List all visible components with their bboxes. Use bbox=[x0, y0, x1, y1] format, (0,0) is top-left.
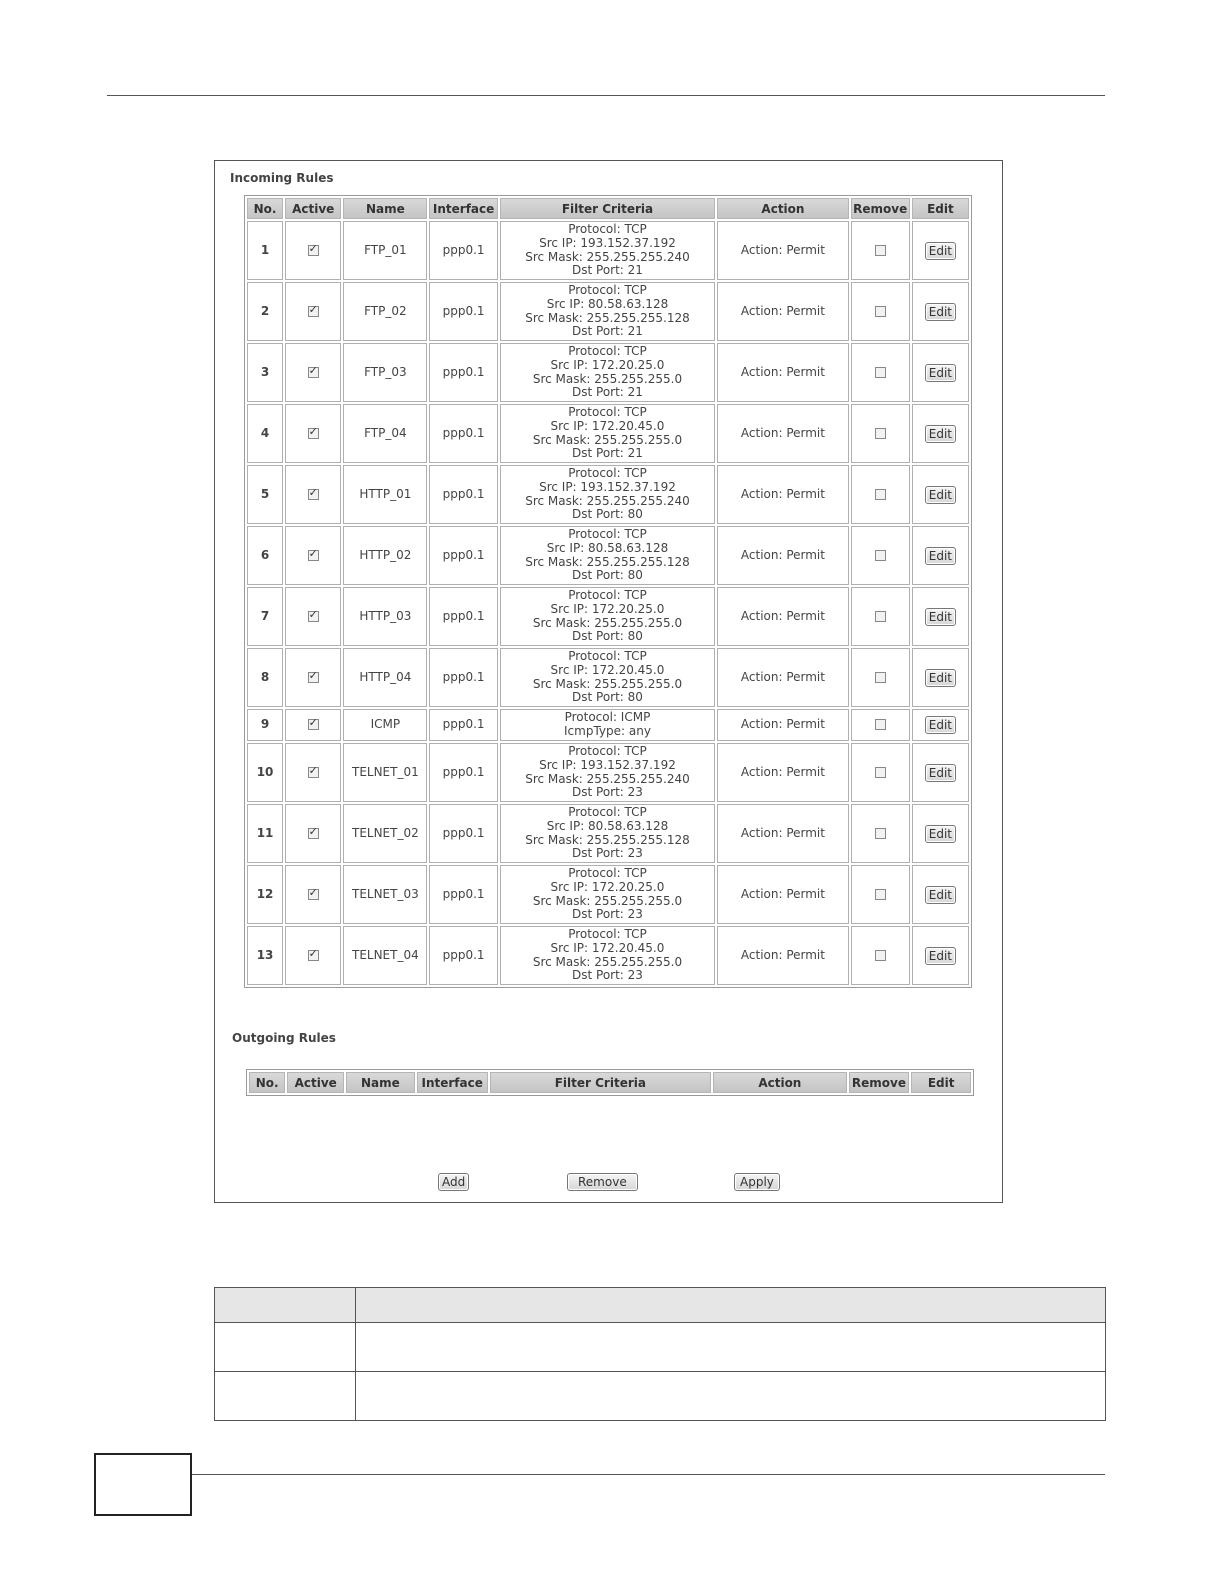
edit-cell bbox=[912, 743, 969, 802]
filter-criteria-cell bbox=[500, 865, 716, 924]
active-cell bbox=[285, 865, 341, 924]
rule-action: Action: Permit bbox=[717, 865, 848, 924]
remove-cell bbox=[851, 926, 910, 985]
col-remove: Remove bbox=[849, 1072, 910, 1093]
table-row bbox=[247, 648, 969, 707]
rule-action: Action: Permit bbox=[717, 404, 848, 463]
criteria-line: Dst Port: 23 bbox=[572, 785, 643, 800]
rule-name: FTP_04 bbox=[343, 404, 427, 463]
col-action: Action bbox=[713, 1072, 847, 1093]
col-name: Name bbox=[346, 1072, 415, 1093]
active-checkbox[interactable] bbox=[308, 245, 319, 256]
rule-number: 4 bbox=[247, 404, 283, 463]
filter-criteria-cell bbox=[500, 743, 716, 802]
active-checkbox[interactable] bbox=[308, 489, 319, 500]
criteria-line: Src Mask: 255.255.255.0 bbox=[532, 371, 683, 386]
rule-interface: ppp0.1 bbox=[429, 404, 497, 463]
col-edit: Edit bbox=[912, 198, 969, 219]
criteria-line: Src Mask: 255.255.255.240 bbox=[525, 771, 690, 786]
col-remove: Remove bbox=[851, 198, 910, 219]
criteria-line: Protocol: TCP bbox=[568, 283, 647, 298]
rule-name: HTTP_02 bbox=[343, 526, 427, 585]
criteria-line: Dst Port: 21 bbox=[572, 263, 643, 278]
incoming-rules-title: Incoming Rules bbox=[230, 171, 334, 185]
remove-cell bbox=[851, 526, 910, 585]
col-edit: Edit bbox=[911, 1072, 971, 1093]
table-row bbox=[247, 221, 969, 280]
edit-button[interactable]: Edit bbox=[925, 669, 956, 687]
rule-interface: ppp0.1 bbox=[429, 865, 497, 924]
rule-interface: ppp0.1 bbox=[429, 282, 497, 341]
rule-name: FTP_01 bbox=[343, 221, 427, 280]
rule-interface: ppp0.1 bbox=[429, 221, 497, 280]
table-row bbox=[247, 404, 969, 463]
rule-action: Action: Permit bbox=[717, 709, 848, 741]
rule-action: Action: Permit bbox=[717, 743, 848, 802]
filter-criteria-cell bbox=[500, 221, 716, 280]
active-cell bbox=[285, 221, 341, 280]
active-checkbox[interactable] bbox=[308, 950, 319, 961]
col-name: Name bbox=[343, 198, 427, 219]
col-no: No. bbox=[249, 1072, 285, 1093]
active-cell bbox=[285, 926, 341, 985]
outgoing-rules-title: Outgoing Rules bbox=[232, 1031, 336, 1045]
rule-interface: ppp0.1 bbox=[429, 526, 497, 585]
remove-checkbox[interactable] bbox=[875, 889, 886, 900]
criteria-line: Dst Port: 23 bbox=[572, 846, 643, 861]
description-label-cell bbox=[215, 1372, 356, 1421]
criteria-line: Src IP: 193.152.37.192 bbox=[539, 757, 676, 772]
active-cell bbox=[285, 804, 341, 863]
edit-cell bbox=[912, 587, 969, 646]
rule-name: TELNET_02 bbox=[343, 804, 427, 863]
remove-button[interactable]: Remove bbox=[567, 1173, 638, 1191]
rule-number: 1 bbox=[247, 221, 283, 280]
criteria-line: IcmpType: any bbox=[564, 724, 651, 738]
active-cell bbox=[285, 743, 341, 802]
description-label-cell bbox=[215, 1323, 356, 1372]
criteria-line: Src IP: 172.20.45.0 bbox=[550, 418, 665, 433]
edit-cell bbox=[912, 648, 969, 707]
active-checkbox[interactable] bbox=[308, 767, 319, 778]
rule-action: Action: Permit bbox=[717, 804, 848, 863]
remove-checkbox[interactable] bbox=[875, 245, 886, 256]
active-checkbox[interactable] bbox=[308, 672, 319, 683]
rule-name: FTP_03 bbox=[343, 343, 427, 402]
criteria-line: Src IP: 172.20.25.0 bbox=[550, 601, 665, 616]
criteria-line: Dst Port: 80 bbox=[572, 629, 643, 644]
rule-number: 10 bbox=[247, 743, 283, 802]
criteria-line: Src IP: 80.58.63.128 bbox=[546, 540, 669, 555]
edit-button[interactable]: Edit bbox=[925, 547, 956, 565]
criteria-line: Dst Port: 23 bbox=[572, 968, 643, 983]
criteria-line: Dst Port: 80 bbox=[572, 507, 643, 522]
edit-button[interactable]: Edit bbox=[925, 242, 956, 260]
description-text-cell bbox=[356, 1372, 1106, 1421]
rule-interface: ppp0.1 bbox=[429, 926, 497, 985]
remove-checkbox[interactable] bbox=[875, 767, 886, 778]
remove-checkbox[interactable] bbox=[875, 719, 886, 730]
apply-button[interactable]: Apply bbox=[734, 1173, 780, 1191]
edit-cell bbox=[912, 282, 969, 341]
criteria-line: Protocol: TCP bbox=[568, 927, 647, 942]
active-checkbox[interactable] bbox=[308, 550, 319, 561]
criteria-line: Protocol: TCP bbox=[568, 466, 647, 481]
rule-name: ICMP bbox=[343, 709, 427, 741]
criteria-line: Protocol: TCP bbox=[568, 866, 647, 881]
remove-cell bbox=[851, 587, 910, 646]
active-checkbox[interactable] bbox=[308, 719, 319, 730]
filter-criteria-cell bbox=[500, 465, 716, 524]
criteria-line: Protocol: TCP bbox=[568, 649, 647, 664]
rule-action: Action: Permit bbox=[717, 648, 848, 707]
remove-cell bbox=[851, 343, 910, 402]
table-row bbox=[247, 343, 969, 402]
rule-action: Action: Permit bbox=[717, 587, 848, 646]
edit-button[interactable]: Edit bbox=[925, 947, 956, 965]
edit-button[interactable]: Edit bbox=[925, 303, 956, 321]
criteria-line: Src Mask: 255.255.255.0 bbox=[532, 676, 683, 691]
active-cell bbox=[285, 465, 341, 524]
table-row bbox=[247, 282, 969, 341]
rule-number: 11 bbox=[247, 804, 283, 863]
rule-number: 13 bbox=[247, 926, 283, 985]
outgoing-header-row bbox=[249, 1072, 971, 1093]
rule-action: Action: Permit bbox=[717, 465, 848, 524]
edit-cell bbox=[912, 526, 969, 585]
rule-action: Action: Permit bbox=[717, 282, 848, 341]
filter-criteria-cell bbox=[500, 343, 716, 402]
table-row bbox=[247, 709, 969, 741]
table-row bbox=[247, 743, 969, 802]
page-number-box bbox=[94, 1453, 192, 1516]
remove-checkbox[interactable] bbox=[875, 489, 886, 500]
criteria-line: Src Mask: 255.255.255.0 bbox=[532, 615, 683, 630]
edit-cell bbox=[912, 865, 969, 924]
active-cell bbox=[285, 709, 341, 741]
rule-interface: ppp0.1 bbox=[429, 343, 497, 402]
table-row bbox=[247, 926, 969, 985]
remove-cell bbox=[851, 282, 910, 341]
criteria-line: Src IP: 193.152.37.192 bbox=[539, 235, 676, 250]
col-active: Active bbox=[287, 1072, 344, 1093]
criteria-line: Src Mask: 255.255.255.128 bbox=[525, 310, 690, 325]
remove-cell bbox=[851, 648, 910, 707]
description-text-cell bbox=[356, 1323, 1106, 1372]
criteria-line: Protocol: TCP bbox=[568, 344, 647, 359]
edit-cell bbox=[912, 804, 969, 863]
active-cell bbox=[285, 343, 341, 402]
edit-button[interactable]: Edit bbox=[925, 825, 956, 843]
incoming-header-row bbox=[247, 198, 969, 219]
col-no: No. bbox=[247, 198, 283, 219]
active-cell bbox=[285, 282, 341, 341]
edit-button[interactable]: Edit bbox=[925, 425, 956, 443]
rule-number: 6 bbox=[247, 526, 283, 585]
rule-name: TELNET_01 bbox=[343, 743, 427, 802]
filter-criteria-cell bbox=[500, 648, 716, 707]
filter-criteria-cell bbox=[500, 804, 716, 863]
criteria-line: Src IP: 172.20.25.0 bbox=[550, 879, 665, 894]
description-label-header bbox=[215, 1288, 356, 1323]
criteria-line: Dst Port: 21 bbox=[572, 385, 643, 400]
filter-criteria-cell bbox=[500, 709, 716, 741]
filter-criteria-cell bbox=[500, 282, 716, 341]
rule-number: 3 bbox=[247, 343, 283, 402]
table-row bbox=[247, 804, 969, 863]
col-action: Action bbox=[717, 198, 848, 219]
filter-criteria-cell bbox=[500, 926, 716, 985]
active-checkbox[interactable] bbox=[308, 367, 319, 378]
criteria-line: Protocol: ICMP bbox=[564, 710, 651, 725]
active-cell bbox=[285, 648, 341, 707]
remove-checkbox[interactable] bbox=[875, 306, 886, 317]
active-checkbox[interactable] bbox=[308, 611, 319, 622]
remove-checkbox[interactable] bbox=[875, 367, 886, 378]
rule-name: HTTP_04 bbox=[343, 648, 427, 707]
active-checkbox[interactable] bbox=[308, 828, 319, 839]
criteria-line: Dst Port: 21 bbox=[572, 324, 643, 339]
filter-criteria-cell bbox=[500, 526, 716, 585]
remove-cell bbox=[851, 221, 910, 280]
rule-number: 12 bbox=[247, 865, 283, 924]
rule-name: HTTP_03 bbox=[343, 587, 427, 646]
criteria-line: Src IP: 80.58.63.128 bbox=[546, 296, 669, 311]
edit-cell bbox=[912, 404, 969, 463]
rule-interface: ppp0.1 bbox=[429, 465, 497, 524]
remove-checkbox[interactable] bbox=[875, 828, 886, 839]
active-cell bbox=[285, 404, 341, 463]
rule-number: 9 bbox=[247, 709, 283, 741]
rule-action: Action: Permit bbox=[717, 926, 848, 985]
rule-action: Action: Permit bbox=[717, 221, 848, 280]
table-row bbox=[247, 465, 969, 524]
active-cell bbox=[285, 526, 341, 585]
rule-name: FTP_02 bbox=[343, 282, 427, 341]
rule-name: HTTP_01 bbox=[343, 465, 427, 524]
description-text-header bbox=[356, 1288, 1106, 1323]
remove-cell bbox=[851, 404, 910, 463]
criteria-line: Src Mask: 255.255.255.128 bbox=[525, 554, 690, 569]
table-row bbox=[247, 865, 969, 924]
criteria-line: Protocol: TCP bbox=[568, 588, 647, 603]
criteria-line: Dst Port: 21 bbox=[572, 446, 643, 461]
edit-button[interactable]: Edit bbox=[925, 716, 956, 734]
remove-cell bbox=[851, 465, 910, 524]
col-interface: Interface bbox=[429, 198, 497, 219]
active-cell bbox=[285, 587, 341, 646]
header-rule bbox=[107, 95, 1105, 96]
rule-name: TELNET_03 bbox=[343, 865, 427, 924]
criteria-line: Src Mask: 255.255.255.0 bbox=[532, 432, 683, 447]
criteria-line: Dst Port: 80 bbox=[572, 568, 643, 583]
remove-cell bbox=[851, 743, 910, 802]
criteria-line: Dst Port: 23 bbox=[572, 907, 643, 922]
remove-cell bbox=[851, 709, 910, 741]
remove-checkbox[interactable] bbox=[875, 950, 886, 961]
active-checkbox[interactable] bbox=[308, 306, 319, 317]
criteria-line: Src Mask: 255.255.255.0 bbox=[532, 954, 683, 969]
rule-interface: ppp0.1 bbox=[429, 709, 497, 741]
criteria-line: Src Mask: 255.255.255.0 bbox=[532, 893, 683, 908]
description-row bbox=[215, 1323, 1106, 1372]
rule-number: 7 bbox=[247, 587, 283, 646]
edit-button[interactable]: Edit bbox=[925, 608, 956, 626]
rule-number: 2 bbox=[247, 282, 283, 341]
edit-cell bbox=[912, 465, 969, 524]
col-interface: Interface bbox=[417, 1072, 488, 1093]
table-row bbox=[247, 587, 969, 646]
active-checkbox[interactable] bbox=[308, 889, 319, 900]
description-table bbox=[214, 1287, 1106, 1421]
rule-interface: ppp0.1 bbox=[429, 648, 497, 707]
rule-number: 8 bbox=[247, 648, 283, 707]
description-row bbox=[215, 1372, 1106, 1421]
rule-number: 5 bbox=[247, 465, 283, 524]
col-active: Active bbox=[285, 198, 341, 219]
criteria-line: Src Mask: 255.255.255.240 bbox=[525, 249, 690, 264]
col-filter-criteria: Filter Criteria bbox=[500, 198, 716, 219]
remove-cell bbox=[851, 865, 910, 924]
criteria-line: Protocol: TCP bbox=[568, 405, 647, 420]
description-header-row bbox=[215, 1288, 1106, 1323]
remove-checkbox[interactable] bbox=[875, 428, 886, 439]
outgoing-rules-table bbox=[246, 1069, 974, 1096]
criteria-line: Protocol: TCP bbox=[568, 527, 647, 542]
criteria-line: Src IP: 172.20.25.0 bbox=[550, 357, 665, 372]
rule-action: Action: Permit bbox=[717, 343, 848, 402]
edit-button[interactable]: Edit bbox=[925, 886, 956, 904]
remove-checkbox[interactable] bbox=[875, 550, 886, 561]
edit-cell bbox=[912, 343, 969, 402]
criteria-line: Protocol: TCP bbox=[568, 222, 647, 237]
filter-criteria-cell bbox=[500, 587, 716, 646]
remove-checkbox[interactable] bbox=[875, 672, 886, 683]
edit-button[interactable]: Edit bbox=[925, 764, 956, 782]
criteria-line: Src IP: 193.152.37.192 bbox=[539, 479, 676, 494]
edit-button[interactable]: Edit bbox=[925, 486, 956, 504]
edit-button[interactable]: Edit bbox=[925, 364, 956, 382]
table-row bbox=[247, 526, 969, 585]
criteria-line: Src IP: 172.20.45.0 bbox=[550, 662, 665, 677]
filter-criteria-cell bbox=[500, 404, 716, 463]
criteria-line: Src IP: 172.20.45.0 bbox=[550, 940, 665, 955]
remove-checkbox[interactable] bbox=[875, 611, 886, 622]
rule-interface: ppp0.1 bbox=[429, 587, 497, 646]
criteria-line: Src Mask: 255.255.255.128 bbox=[525, 832, 690, 847]
criteria-line: Src Mask: 255.255.255.240 bbox=[525, 493, 690, 508]
incoming-rules-table bbox=[244, 195, 972, 988]
criteria-line: Protocol: TCP bbox=[568, 805, 647, 820]
col-filter-criteria: Filter Criteria bbox=[490, 1072, 712, 1093]
criteria-line: Protocol: TCP bbox=[568, 744, 647, 759]
footer-rule bbox=[192, 1474, 1105, 1475]
add-button[interactable]: Add bbox=[438, 1173, 469, 1191]
remove-cell bbox=[851, 804, 910, 863]
edit-cell bbox=[912, 926, 969, 985]
criteria-line: Src IP: 80.58.63.128 bbox=[546, 818, 669, 833]
active-checkbox[interactable] bbox=[308, 428, 319, 439]
rule-name: TELNET_04 bbox=[343, 926, 427, 985]
rule-interface: ppp0.1 bbox=[429, 804, 497, 863]
rule-action: Action: Permit bbox=[717, 526, 848, 585]
edit-cell bbox=[912, 709, 969, 741]
criteria-line: Dst Port: 80 bbox=[572, 690, 643, 705]
edit-cell bbox=[912, 221, 969, 280]
rule-interface: ppp0.1 bbox=[429, 743, 497, 802]
